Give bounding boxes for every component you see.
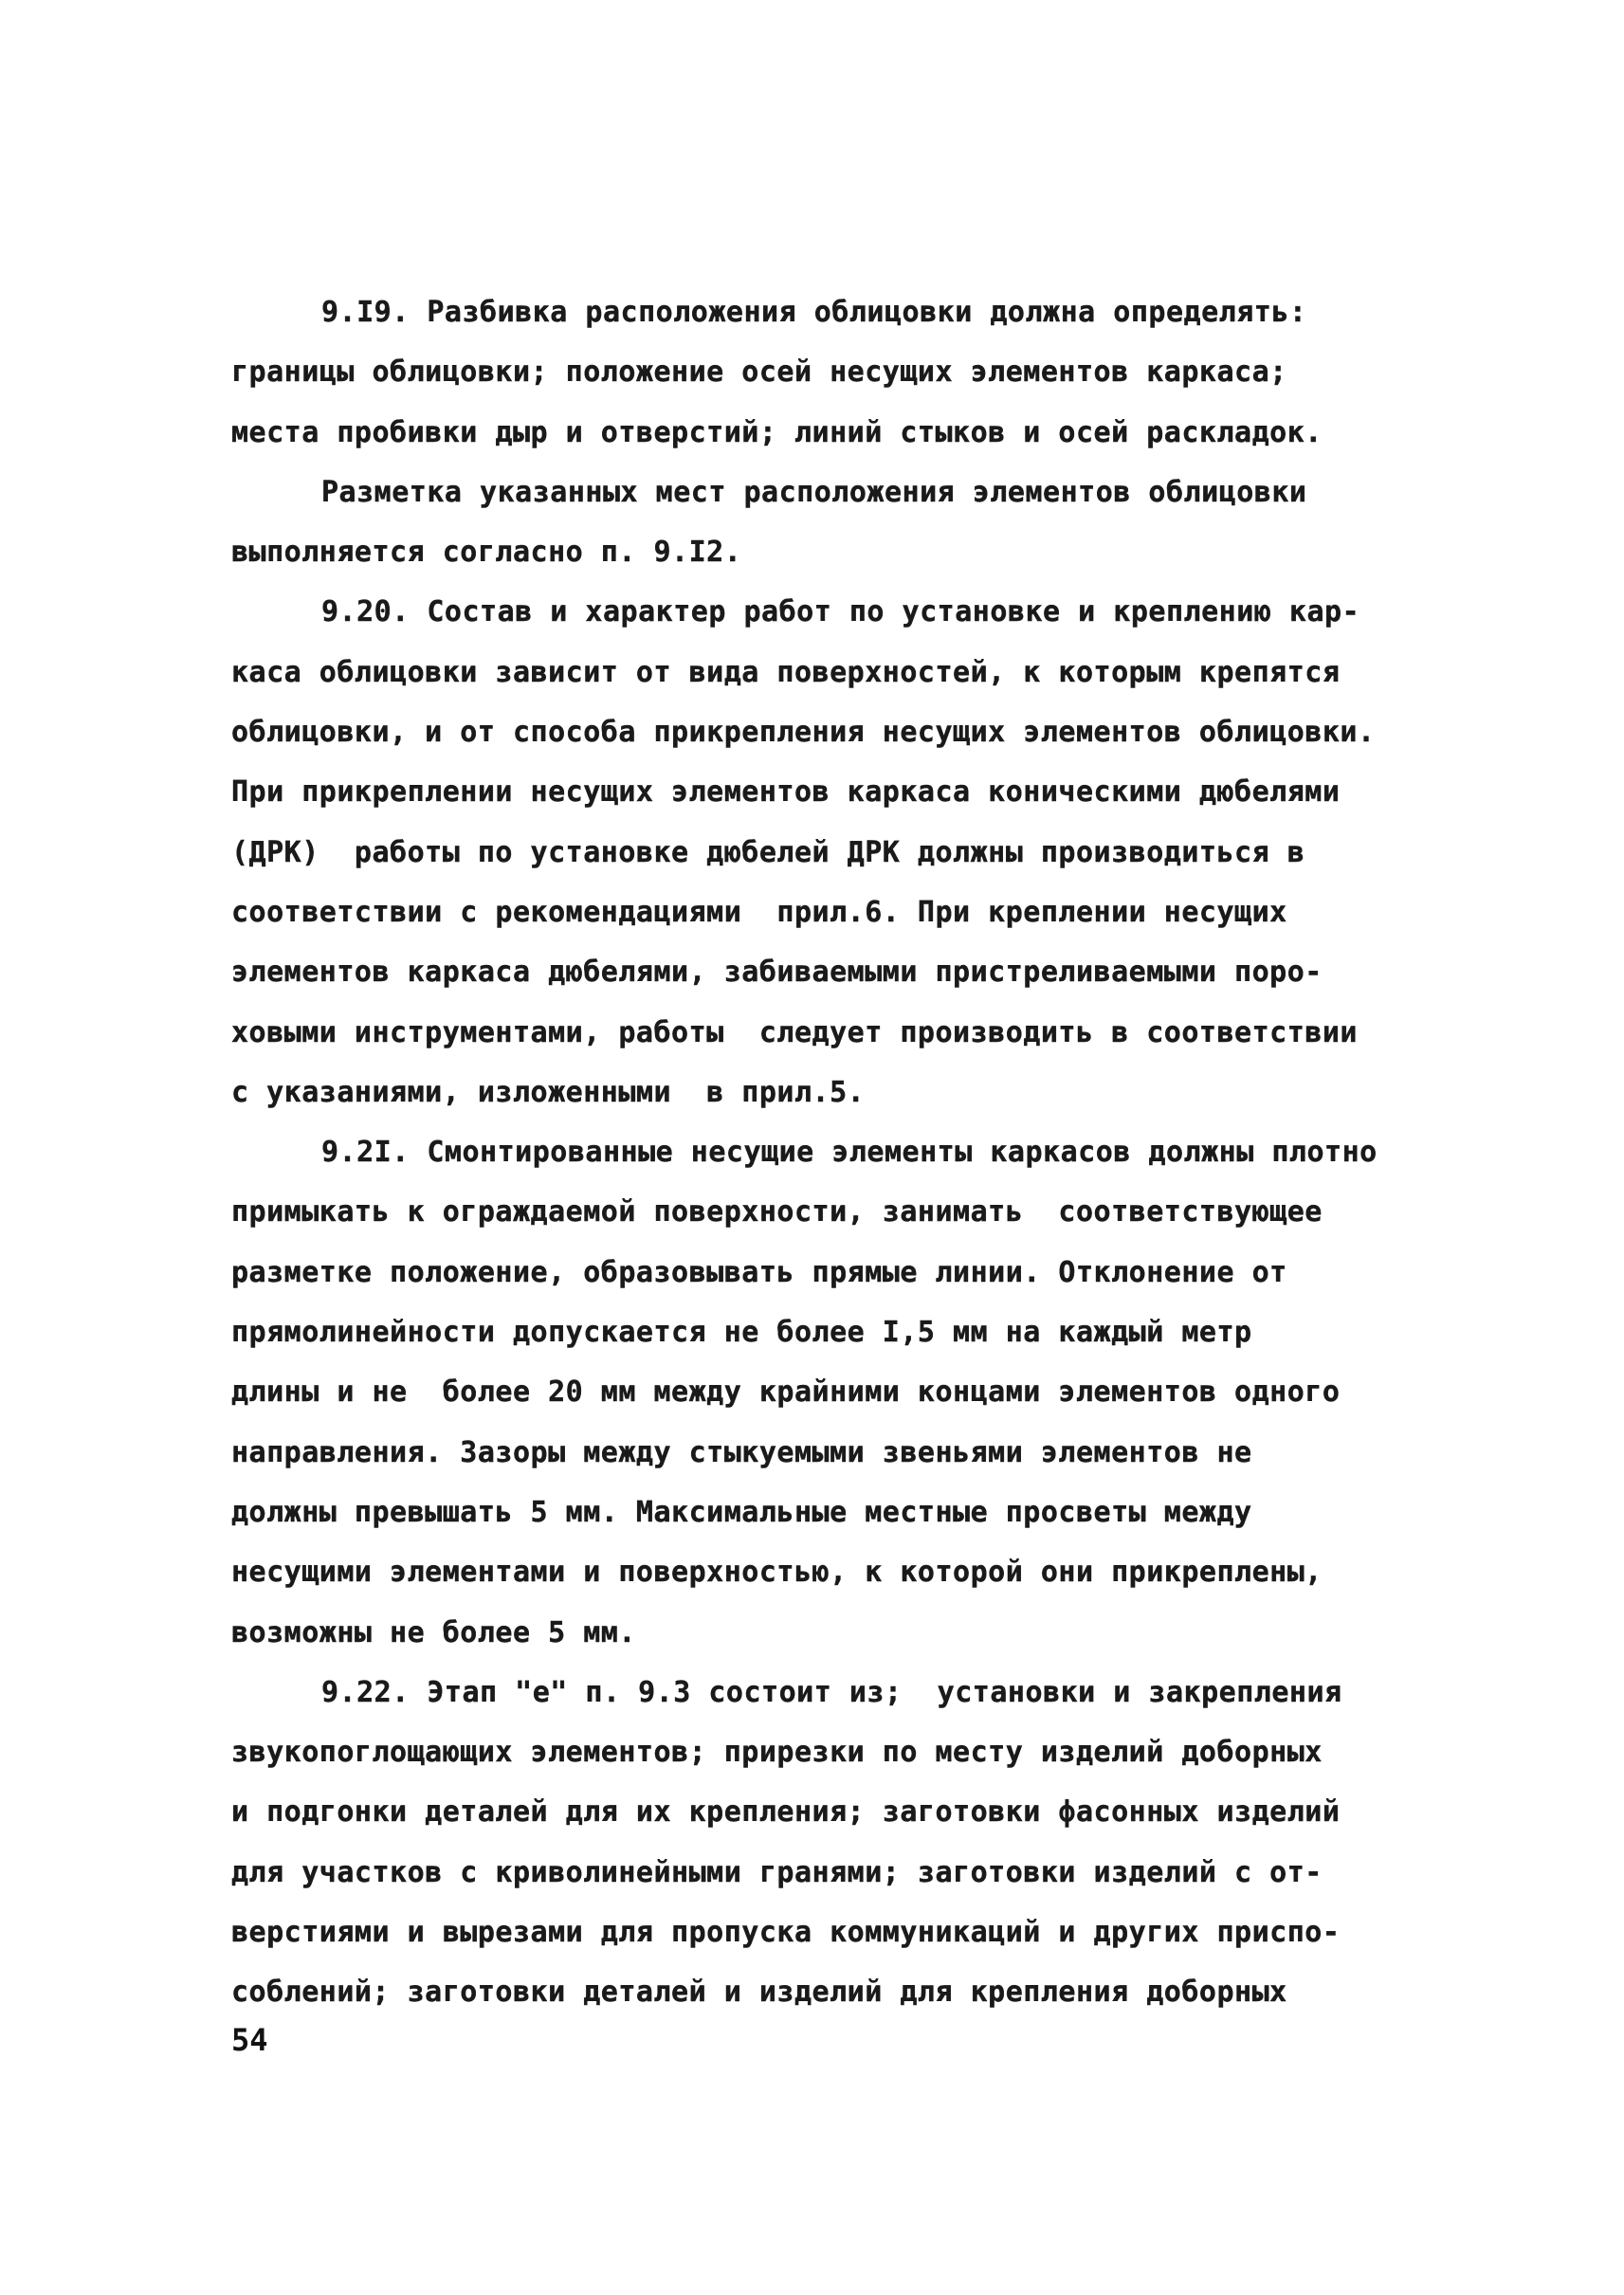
text-line: направления. Зазоры между стыкуемыми звеньями элементов не — [231, 1435, 1252, 1469]
text-line: облицовки, и от способа прикрепления несущих элементов облицовки. — [231, 716, 1376, 750]
text-line: 9.2I. Смонтированные несущие элементы каркасов должны плотно — [321, 1136, 1378, 1170]
text-line: соблений; заготовки деталей и изделий для крепления доборных — [231, 1976, 1287, 2010]
text-line: границы облицовки; положение осей несущих элементов каркаса; — [231, 355, 1287, 390]
text-line: должны превышать 5 мм. Максимальные местные просветы между — [231, 1495, 1252, 1529]
text-line: и подгонки деталей для их крепления; заготовки фасонных изделий — [231, 1795, 1341, 1830]
page-number: 54 — [231, 2022, 268, 2058]
text-line: При прикреплении несущих элементов каркаса коническими дюбелями — [231, 775, 1341, 810]
text-line: ховыми инструментами, работы следует производить в соответствии — [231, 1015, 1358, 1049]
text-line: Разметка указанных мест расположения элементов облицовки — [321, 475, 1307, 509]
text-line: выполняется согласно п. 9.I2. — [231, 536, 742, 570]
text-line: примыкать к ограждаемой поверхности, занимать соответствующее — [231, 1195, 1323, 1229]
text-line: длины и не более 20 мм между крайними концами элементов одного — [231, 1375, 1341, 1410]
text-line: звукопоглощающих элементов; прирезки по месту изделий доборных — [231, 1736, 1323, 1770]
text-line: разметке положение, образовывать прямые линии. Отклонение от — [231, 1255, 1287, 1289]
text-line: элементов каркаса дюбелями, забиваемыми пристреливаемыми поро- — [231, 956, 1323, 990]
document-body — [231, 282, 1426, 2023]
text-line: места пробивки дыр и отверстий; линий стыков и осей раскладок. — [231, 415, 1323, 449]
text-line: 9.I9. Разбивка расположения облицовки должна определять: — [321, 296, 1307, 329]
text-line: 9.22. Этап "е" п. 9.3 состоит из; установки и закрепления — [321, 1675, 1342, 1709]
text-line: верстиями и вырезами для пропуска коммуникаций и других приспо- — [231, 1916, 1341, 1950]
text-line: для участков с криволинейными гранями; заготовки изделий с от- — [231, 1855, 1323, 1889]
text-line: несущими элементами и поверхностью, к которой они прикреплены, — [231, 1556, 1323, 1590]
text-line: возможны не более 5 мм. — [231, 1615, 636, 1649]
text-line: прямолинейности допускается не более I,5 мм на каждый метр — [231, 1316, 1252, 1350]
text-line: соответствии с рекомендациями прил.6. При креплении несущих — [231, 895, 1287, 929]
text-line: каса облицовки зависит от вида поверхностей, к которым крепятся — [231, 655, 1341, 689]
text-line: 9.20. Состав и характер работ по установке и креплению кар- — [321, 595, 1360, 629]
text-line: с указаниями, изложенными в прил.5. — [231, 1075, 866, 1109]
text-line: (ДРК) работы по установке дюбелей ДРК должны производиться в — [231, 835, 1305, 869]
